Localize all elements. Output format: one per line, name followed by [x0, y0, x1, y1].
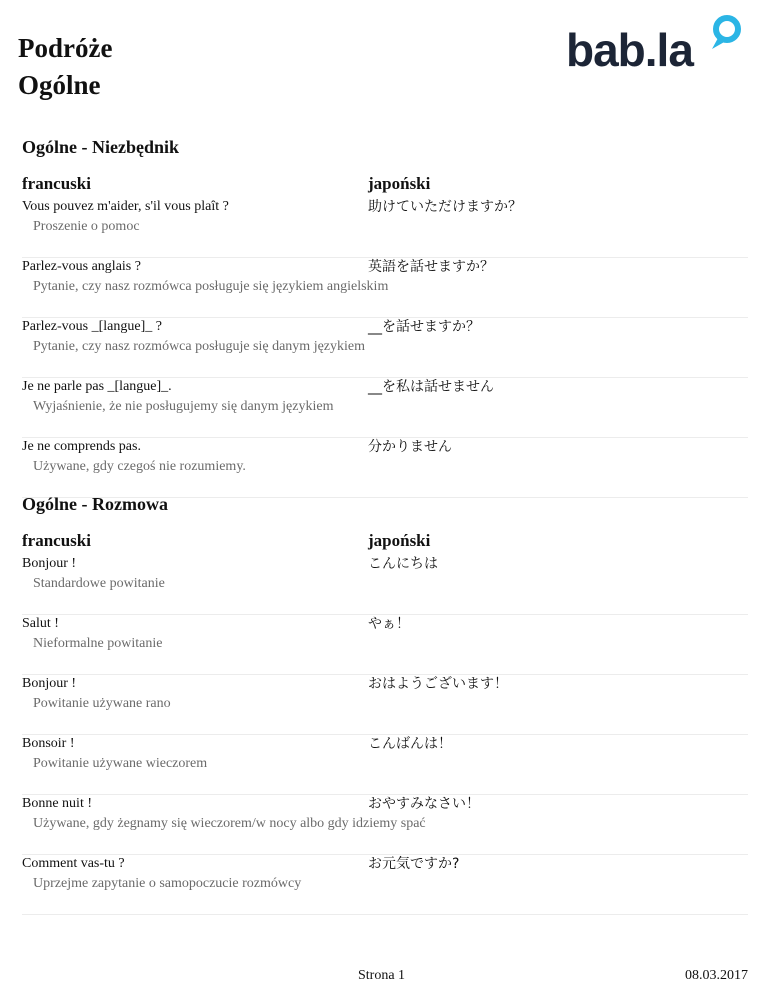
- phrase-source: Salut !: [22, 616, 59, 631]
- footer-date: 08.03.2017: [685, 968, 748, 983]
- phrase-row: [22, 378, 748, 438]
- phrase-row: [22, 555, 748, 615]
- phrase-row: [22, 615, 748, 675]
- page-title-line2: Ogólne: [18, 70, 101, 100]
- page-title: [18, 30, 112, 104]
- phrase-description: Pytanie, czy nasz rozmówca posługuje się danym językiem: [33, 339, 366, 354]
- phrase-source: Bonjour !: [22, 676, 77, 691]
- section-heading: Ogólne - Niezbędnik: [22, 137, 180, 157]
- phrase-source: Vous pouvez m'aider, s'il vous plaît ?: [22, 199, 229, 214]
- phrase-description: Używane, gdy żegnamy się wieczorem/w nocy albo gdy idziemy spać: [33, 816, 426, 831]
- phrase-target: __を私は話せません: [368, 379, 494, 395]
- column-header-target: japoński: [368, 174, 431, 193]
- speech-bubble-icon: [708, 14, 748, 52]
- phrase-target: おはようございます！: [368, 676, 508, 692]
- phrase-target: __を話せますか？: [368, 319, 480, 335]
- phrase-target: こんばんは！: [368, 736, 452, 752]
- phrase-row: [22, 735, 748, 795]
- phrase-description: Nieformalne powitanie: [33, 636, 163, 651]
- phrase-target: 助けていただけますか？: [368, 199, 522, 215]
- phrase-source: Je ne parle pas _[langue]_.: [22, 379, 172, 394]
- column-header-source: francuski: [22, 174, 91, 193]
- phrase-source: Parlez-vous _[langue]_ ?: [22, 319, 162, 334]
- phrase-target: 分かりません: [368, 439, 452, 455]
- section-rozmowa: [22, 491, 748, 915]
- phrase-description: Używane, gdy czegoś nie rozumiemy.: [33, 459, 246, 474]
- column-header-target: japoński: [368, 531, 431, 550]
- phrase-source: Bonjour !: [22, 556, 77, 571]
- phrase-description: Uprzejme zapytanie o samopoczucie rozmówcy: [33, 876, 302, 891]
- phrase-description: Powitanie używane wieczorem: [33, 756, 208, 771]
- logo-text: bab.la: [566, 24, 693, 76]
- phrase-description: Standardowe powitanie: [33, 576, 165, 591]
- phrase-source: Je ne comprends pas.: [22, 439, 141, 454]
- page-title-line1: Podróże: [18, 33, 113, 63]
- phrase-description: Wyjaśnienie, że nie posługujemy się danym językiem: [33, 399, 334, 414]
- phrase-list: [22, 555, 748, 915]
- phrase-source: Bonne nuit !: [22, 796, 92, 811]
- phrase-description: Powitanie używane rano: [33, 696, 171, 711]
- phrase-list: [22, 198, 748, 498]
- phrase-target: 英語を話せますか？: [368, 259, 494, 275]
- phrase-source: Bonsoir !: [22, 736, 75, 751]
- column-headers: [22, 531, 748, 555]
- phrase-description: Pytanie, czy nasz rozmówca posługuje się językiem angielskim: [33, 279, 389, 294]
- phrase-source: Parlez-vous anglais ?: [22, 259, 141, 274]
- phrase-description: Proszenie o pomoc: [33, 219, 140, 234]
- page-number: Strona 1: [358, 968, 406, 983]
- phrase-source: Comment vas-tu ?: [22, 856, 125, 871]
- phrase-target: こんにちは: [368, 556, 438, 572]
- phrase-row: [22, 795, 748, 855]
- phrase-row: [22, 855, 748, 915]
- phrase-row: [22, 258, 748, 318]
- phrase-row: [22, 198, 748, 258]
- phrase-target: お元気ですか?: [368, 856, 460, 872]
- phrase-target: やぁ！: [368, 616, 410, 632]
- phrase-row: [22, 438, 748, 498]
- section-heading: Ogólne - Rozmowa: [22, 494, 168, 514]
- babla-logo: [566, 14, 750, 76]
- phrase-row: [22, 318, 748, 378]
- column-headers: [22, 174, 748, 198]
- section-niezbednik: [22, 134, 748, 498]
- phrase-row: [22, 675, 748, 735]
- column-header-source: francuski: [22, 531, 91, 550]
- phrase-target: おやすみなさい！: [368, 796, 480, 812]
